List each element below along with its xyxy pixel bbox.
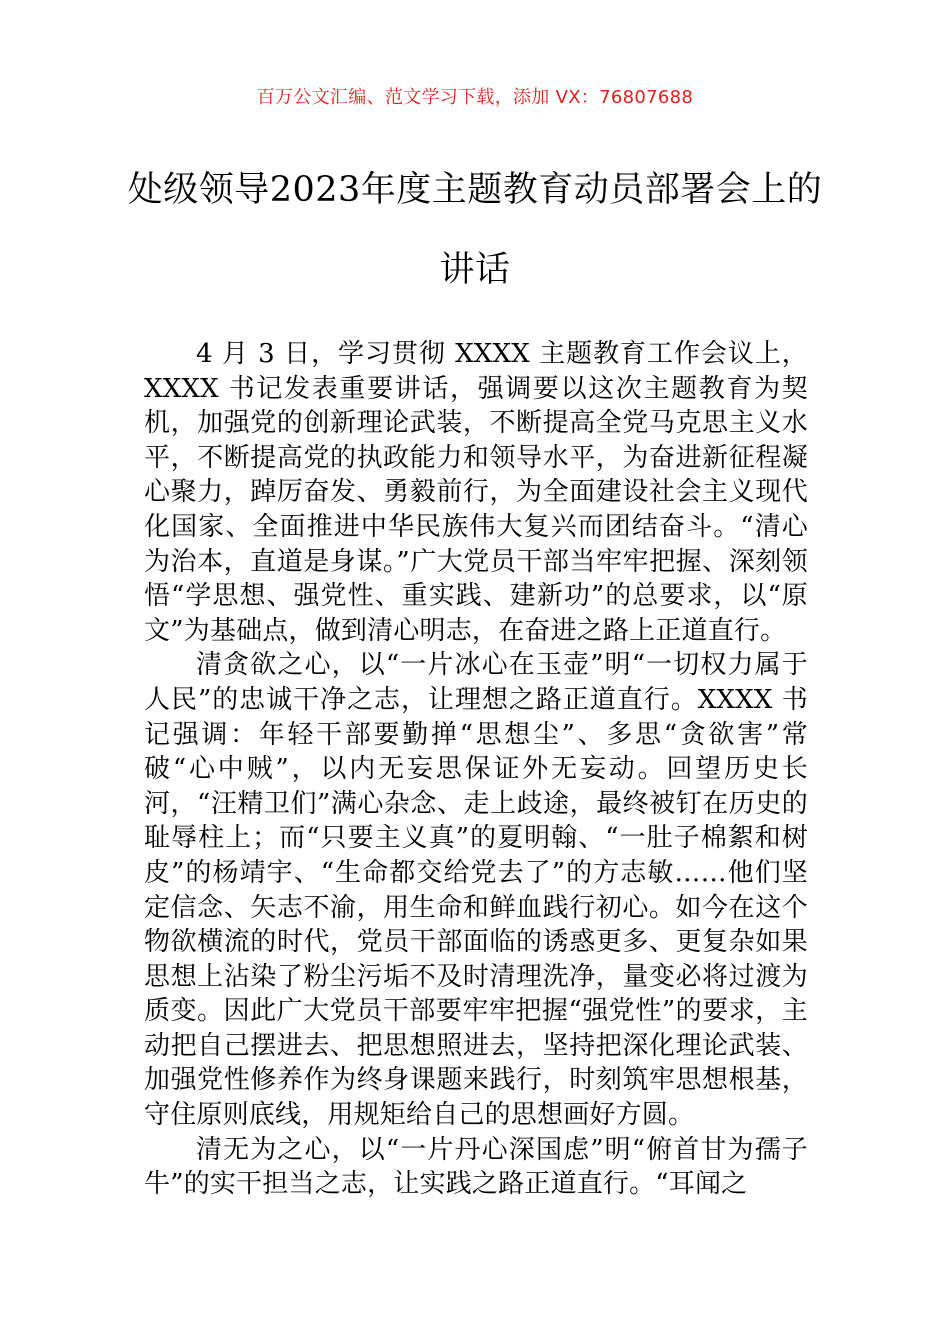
document-body xyxy=(144,337,808,1202)
document-title: 处级领导2023年度主题教育动员部署会上的讲话 xyxy=(127,170,823,290)
paragraph: 清贪欲之心，以“一片冰心在玉壶”明“一切权力属于人民”的忠诚干净之志，让理想之路正道直行。XXXX 书记强调：年轻干部要勤掸“思想尘”、多思“贪欲害”常破“心中贼”，以内无妄思保证外无妄动。回望历史长河，“汪精卫们”满心杂念、走上歧途，最终被钉在历史的耻辱柱上；而“只要主义真”的夏明翰、“一肚子棉絮和树皮”的杨靖宇、“生命都交给党去了”的方志敏……他们坚定信念、矢志不渝，用生命和鲜血践行初心。如今在这个物欲横流的时代，党员干部面临的诱惑更多、更复杂如果思想上沾染了粉尘污垢不及时清理洗净，量变必将过渡为质变。因此广大党员干部要牢牢把握“强党性”的要求，主动把自己摆进去、把思想照进去，坚持把深化理论武装、加强党性修养作为终身课题来践行，时刻筑牢思想根基，守住原则底线，用规矩给自己的思想画好方圆。 xyxy=(144,650,808,1131)
paragraph: 4 月 3 日，学习贯彻 XXXX 主题教育工作会议上，XXXX 书记发表重要讲话，强调要以这次主题教育为契机，加强党的创新理论武装，不断提高全党马克思主义水平，不断提高党的执政能力和领导水平，为奋进新征程凝心聚力，踔厉奋发、勇毅前行，为全面建设社会主义现代化国家、全面推进中华民族伟大复兴而团结奋斗。“清心为治本，直道是身谋。”广大党员干部当牢牢把握、深刻领悟“学思想、强党性、重实践、建新功”的总要求，以“原文”为基础点，做到清心明志，在奋进之路上正道直行。 xyxy=(144,339,808,646)
header-note: 百万公文汇编、范文学习下载，添加 VX：76807688 xyxy=(256,87,694,108)
paragraph: 清无为之心，以“一片丹心深国虑”明“俯首甘为孺子牛”的实干担当之志，让实践之路正道直行。“耳闻之 xyxy=(144,1134,808,1200)
